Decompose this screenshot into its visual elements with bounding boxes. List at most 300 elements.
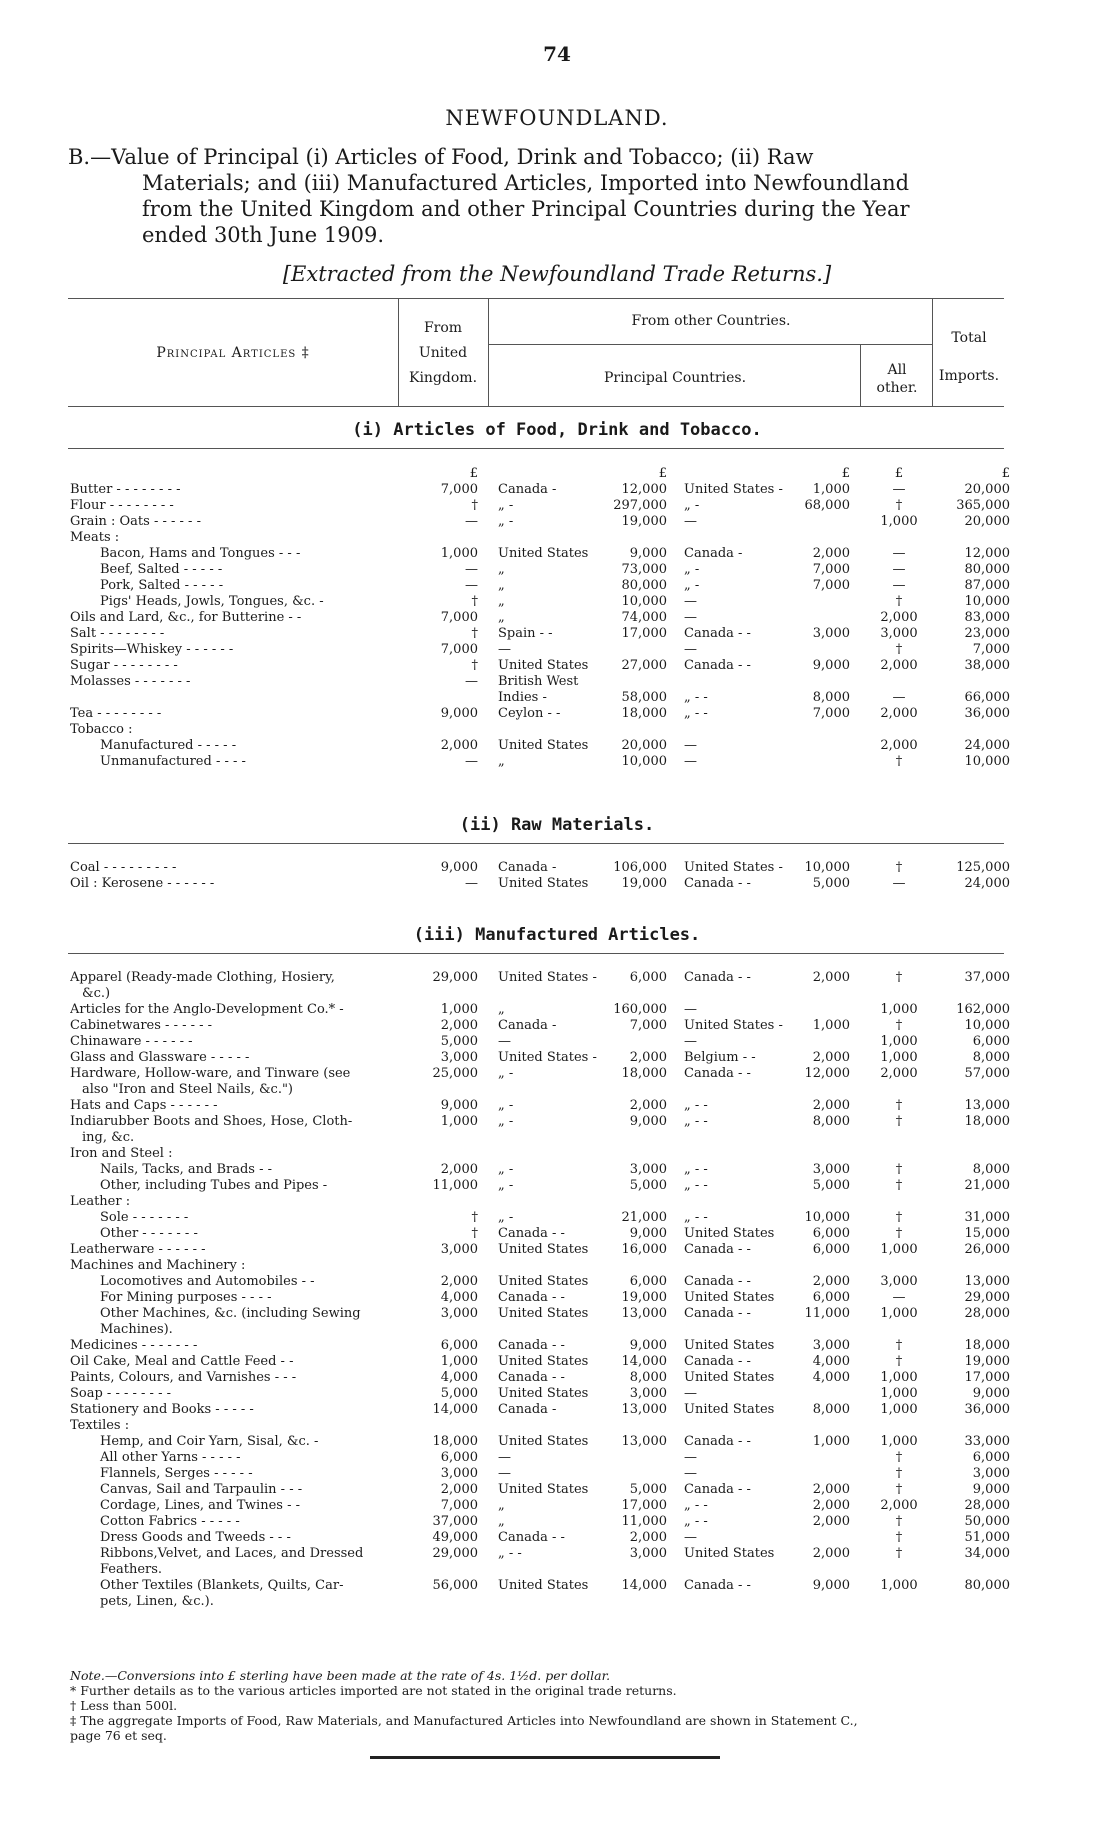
- table-row: [0, 738, 1114, 754]
- total-cell: 8,000: [972, 1162, 1010, 1177]
- country1-name-cell: United States: [498, 546, 589, 561]
- table-row: [0, 658, 1114, 674]
- country1-value-cell: 9,000: [629, 1226, 667, 1241]
- table-row: [0, 514, 1114, 530]
- country2-name-cell: —: [684, 642, 697, 657]
- article-cell: Bacon, Hams and Tongues - - -: [100, 546, 301, 561]
- section-rule: [68, 843, 1004, 844]
- country2-name-cell: United States: [684, 1402, 775, 1417]
- all-other-cell: 2,000: [880, 1498, 918, 1513]
- header-top-rule: [68, 298, 1004, 299]
- all-other-cell: 1,000: [880, 1306, 918, 1321]
- country1-name-cell: United States: [498, 738, 589, 753]
- table-row: [0, 1546, 1114, 1562]
- all-other-cell: 1,000: [880, 1578, 918, 1593]
- country2-name-cell: Canada - -: [684, 876, 751, 891]
- total-cell: 6,000: [972, 1034, 1010, 1049]
- article-cell: All other Yarns - - - - -: [100, 1450, 241, 1465]
- table-row: [0, 1242, 1114, 1258]
- country1-value-cell: 27,000: [621, 658, 667, 673]
- country2-name-cell: —: [684, 1386, 697, 1401]
- country1-name-cell: United States: [498, 1306, 589, 1321]
- table-row: [0, 1130, 1114, 1146]
- country2-value-cell: 7,000: [812, 706, 850, 721]
- country1-value-cell: 10,000: [621, 754, 667, 769]
- footnote: † Less than 500l.: [70, 1698, 178, 1713]
- table-row: [0, 1098, 1114, 1114]
- table-row: [0, 482, 1114, 498]
- country2-value-cell: 8,000: [812, 1114, 850, 1129]
- article-cell: Hemp, and Coir Yarn, Sisal, &c. -: [100, 1434, 319, 1449]
- table-row: [0, 1418, 1114, 1434]
- heading-line: from the United Kingdom and other Principal Countries during the Year: [142, 197, 910, 221]
- all-other-cell: 2,000: [880, 610, 918, 625]
- all-other-cell: †: [895, 1018, 903, 1033]
- section-rule: [68, 953, 1004, 954]
- article-cell: Pork, Salted - - - - -: [100, 578, 224, 593]
- table-row: [0, 674, 1114, 690]
- country2-name-cell: Canada - -: [684, 1578, 751, 1593]
- country1-value-cell: 3,000: [629, 1386, 667, 1401]
- total-cell: 12,000: [964, 546, 1010, 561]
- all-other-cell: †: [895, 642, 903, 657]
- country1-name-cell: „ -: [498, 1162, 514, 1177]
- country1-value-cell: 12,000: [621, 482, 667, 497]
- uk-value-cell: †: [471, 626, 478, 641]
- table-row: [0, 1578, 1114, 1594]
- country2-name-cell: —: [684, 1002, 697, 1017]
- heading-line: Materials; and (iii) Manufactured Articles, Imported into Newfoundland: [142, 171, 910, 195]
- uk-value-cell: 3,000: [440, 1306, 478, 1321]
- country1-value-cell: 297,000: [613, 498, 667, 513]
- uk-value-cell: 29,000: [432, 970, 478, 985]
- table-row: [0, 1370, 1114, 1386]
- table-row: [0, 1450, 1114, 1466]
- country1-name-cell: Canada - -: [498, 1290, 565, 1305]
- country2-value-cell: 2,000: [812, 1546, 850, 1561]
- article-cell: Oil : Kerosene - - - - - -: [70, 876, 215, 891]
- total-cell: 51,000: [964, 1530, 1010, 1545]
- page-subtitle: [Extracted from the Newfoundland Trade Returns.]: [282, 262, 832, 286]
- all-other-cell: —: [892, 578, 906, 593]
- article-cell: also "Iron and Steel Nails, &c."): [82, 1082, 293, 1097]
- total-cell: 13,000: [964, 1098, 1010, 1113]
- table-row: [0, 498, 1114, 514]
- article-cell: Butter - - - - - - - -: [70, 482, 181, 497]
- country1-value-cell: 17,000: [621, 1498, 667, 1513]
- all-other-cell: 1,000: [880, 1402, 918, 1417]
- uk-value-cell: 4,000: [440, 1290, 478, 1305]
- table-row: [0, 546, 1114, 562]
- country1-value-cell: 19,000: [621, 514, 667, 529]
- total-cell: 6,000: [972, 1450, 1010, 1465]
- country2-name-cell: United States: [684, 1290, 775, 1305]
- total-cell: 15,000: [964, 1226, 1010, 1241]
- all-other-cell: †: [895, 970, 903, 985]
- country2-value-cell: 4,000: [812, 1354, 850, 1369]
- country2-value-cell: 11,000: [804, 1306, 850, 1321]
- country2-name-cell: Canada - -: [684, 626, 751, 641]
- country1-name-cell: Canada - -: [498, 1338, 565, 1353]
- country1-name-cell: Canada -: [498, 1402, 557, 1417]
- total-cell: 28,000: [964, 1306, 1010, 1321]
- country2-name-cell: —: [684, 754, 697, 769]
- all-other-cell: †: [895, 1450, 903, 1465]
- article-cell: Hardware, Hollow-ware, and Tinware (see: [70, 1066, 351, 1081]
- country1-name-cell: —: [498, 1034, 511, 1049]
- total-cell: 162,000: [956, 1002, 1010, 1017]
- country2-name-cell: —: [684, 1466, 697, 1481]
- section-title: (i) Articles of Food, Drink and Tobacco.: [352, 420, 762, 440]
- uk-value-cell: †: [471, 1210, 478, 1225]
- country2-name-cell: Canada - -: [684, 1434, 751, 1449]
- all-other-cell: †: [895, 594, 903, 609]
- country2-name-cell: „ - -: [684, 706, 708, 721]
- country1-value-cell: 19,000: [621, 1290, 667, 1305]
- table-row: [0, 1146, 1114, 1162]
- table-row: [0, 860, 1114, 876]
- total-cell: 38,000: [964, 658, 1010, 673]
- country2-name-cell: United States: [684, 1546, 775, 1561]
- country2-name-cell: Canada - -: [684, 970, 751, 985]
- all-other-cell: 1,000: [880, 514, 918, 529]
- article-cell: Leatherware - - - - - -: [70, 1242, 206, 1257]
- country1-value-cell: 7,000: [629, 1018, 667, 1033]
- table-row: [0, 578, 1114, 594]
- uk-value-cell: 3,000: [440, 1050, 478, 1065]
- total-cell: 33,000: [964, 1434, 1010, 1449]
- total-cell: 36,000: [964, 706, 1010, 721]
- all-other-cell: 1,000: [880, 1050, 918, 1065]
- all-other-cell: 2,000: [880, 1066, 918, 1081]
- total-cell: 9,000: [972, 1386, 1010, 1401]
- header-all-other-1: All: [887, 362, 907, 378]
- country1-name-cell: United States: [498, 1434, 589, 1449]
- all-other-cell: †: [895, 1162, 903, 1177]
- total-cell: 10,000: [964, 754, 1010, 769]
- country2-value-cell: 2,000: [812, 1498, 850, 1513]
- uk-value-cell: 1,000: [440, 1002, 478, 1017]
- article-cell: Feathers.: [100, 1562, 163, 1577]
- country1-value-cell: 6,000: [629, 970, 667, 985]
- all-other-cell: †: [895, 1210, 903, 1225]
- header-from-uk-1: From: [423, 320, 463, 336]
- country2-name-cell: Canada -: [684, 546, 743, 561]
- uk-value-cell: 2,000: [440, 738, 478, 753]
- country1-name-cell: „: [498, 1514, 505, 1529]
- country1-value-cell: 9,000: [629, 546, 667, 561]
- country1-name-cell: „ -: [498, 1066, 514, 1081]
- country1-name-cell: „: [498, 1002, 505, 1017]
- country1-name-cell: United States: [498, 1242, 589, 1257]
- section-raw-rows: [0, 860, 1114, 892]
- header-bottom-rule: [68, 406, 1004, 407]
- country1-value-cell: 58,000: [621, 690, 667, 705]
- all-other-cell: 1,000: [880, 1242, 918, 1257]
- country1-value-cell: 2,000: [629, 1530, 667, 1545]
- all-other-cell: 1,000: [880, 1034, 918, 1049]
- table-row: [0, 1018, 1114, 1034]
- page-heading: [68, 144, 1018, 248]
- total-cell: 80,000: [964, 562, 1010, 577]
- article-cell: Oil Cake, Meal and Cattle Feed - -: [70, 1354, 294, 1369]
- header-divider: [860, 344, 861, 406]
- country2-value-cell: 2,000: [812, 1274, 850, 1289]
- country2-name-cell: —: [684, 1034, 697, 1049]
- table-row: [0, 642, 1114, 658]
- heading-line: B.—Value of Principal (i) Articles of Food, Drink and Tobacco; (ii) Raw: [68, 145, 814, 169]
- table-row: [0, 1258, 1114, 1274]
- country1-value-cell: £: [658, 466, 667, 481]
- article-cell: Spirits—Whiskey - - - - - -: [70, 642, 234, 657]
- country1-value-cell: 11,000: [621, 1514, 667, 1529]
- country1-name-cell: Canada - -: [498, 1226, 565, 1241]
- table-row: [0, 1162, 1114, 1178]
- uk-value-cell: 3,000: [440, 1242, 478, 1257]
- country1-value-cell: 20,000: [621, 738, 667, 753]
- table-row: [0, 1514, 1114, 1530]
- country2-name-cell: „ - -: [684, 1178, 708, 1193]
- uk-value-cell: 2,000: [440, 1482, 478, 1497]
- page-number: 74: [543, 42, 571, 66]
- country2-value-cell: 2,000: [812, 1514, 850, 1529]
- country1-name-cell: Canada -: [498, 1018, 557, 1033]
- country1-name-cell: „ - -: [498, 1546, 522, 1561]
- country2-name-cell: United States -: [684, 482, 783, 497]
- article-cell: Oils and Lard, &c., for Butterine - -: [70, 610, 302, 625]
- all-other-cell: 1,000: [880, 1370, 918, 1385]
- article-cell: Indiarubber Boots and Shoes, Hose, Cloth-: [70, 1114, 353, 1129]
- uk-value-cell: —: [465, 578, 478, 593]
- country1-value-cell: 6,000: [629, 1274, 667, 1289]
- country2-value-cell: 8,000: [812, 690, 850, 705]
- country2-value-cell: 3,000: [812, 1162, 850, 1177]
- total-cell: 23,000: [964, 626, 1010, 641]
- country1-value-cell: 2,000: [629, 1050, 667, 1065]
- country2-name-cell: Belgium - -: [684, 1050, 756, 1065]
- article-cell: Cordage, Lines, and Twines - -: [100, 1498, 300, 1513]
- country1-name-cell: „ -: [498, 1178, 514, 1193]
- table-row: [0, 1386, 1114, 1402]
- all-other-cell: £: [894, 466, 904, 481]
- country2-value-cell: 68,000: [804, 498, 850, 513]
- article-cell: Grain : Oats - - - - - -: [70, 514, 201, 529]
- article-cell: Other, including Tubes and Pipes -: [100, 1178, 328, 1193]
- country1-value-cell: 3,000: [629, 1162, 667, 1177]
- table-row: [0, 722, 1114, 738]
- country2-value-cell: 6,000: [812, 1242, 850, 1257]
- table-row: [0, 594, 1114, 610]
- table-row: [0, 1194, 1114, 1210]
- article-cell: Apparel (Ready-made Clothing, Hosiery,: [70, 970, 335, 985]
- table-row: [0, 1178, 1114, 1194]
- country2-name-cell: —: [684, 1530, 697, 1545]
- country1-name-cell: „: [498, 578, 505, 593]
- country2-value-cell: 2,000: [812, 970, 850, 985]
- country1-value-cell: 17,000: [621, 626, 667, 641]
- article-cell: Tobacco :: [70, 722, 133, 737]
- uk-value-cell: 6,000: [440, 1338, 478, 1353]
- table-row: [0, 1482, 1114, 1498]
- uk-value-cell: †: [471, 594, 478, 609]
- country2-name-cell: Canada - -: [684, 1274, 751, 1289]
- country1-value-cell: 14,000: [621, 1578, 667, 1593]
- all-other-cell: —: [892, 546, 906, 561]
- header-principal-articles: Principal Articles ‡: [156, 345, 310, 361]
- table-row: [0, 1114, 1114, 1130]
- article-cell: Locomotives and Automobiles - -: [100, 1274, 315, 1289]
- article-cell: Machines and Machinery :: [70, 1258, 246, 1273]
- table-row: [0, 626, 1114, 642]
- uk-value-cell: 9,000: [440, 706, 478, 721]
- country1-value-cell: 16,000: [621, 1242, 667, 1257]
- total-cell: 57,000: [964, 1066, 1010, 1081]
- total-cell: £: [1001, 466, 1010, 481]
- article-cell: Flannels, Serges - - - - -: [100, 1466, 253, 1481]
- uk-value-cell: 14,000: [432, 1402, 478, 1417]
- all-other-cell: †: [895, 1354, 903, 1369]
- country1-value-cell: 14,000: [621, 1354, 667, 1369]
- table-row: [0, 754, 1114, 770]
- article-cell: Flour - - - - - - - -: [70, 498, 174, 513]
- country1-value-cell: 3,000: [629, 1546, 667, 1561]
- total-cell: 20,000: [964, 514, 1010, 529]
- uk-value-cell: 25,000: [432, 1066, 478, 1081]
- all-other-cell: †: [895, 1226, 903, 1241]
- country2-name-cell: „ - -: [684, 1114, 708, 1129]
- all-other-cell: †: [895, 498, 903, 513]
- table-row: [0, 1562, 1114, 1578]
- country2-value-cell: 2,000: [812, 1098, 850, 1113]
- article-cell: Glass and Glassware - - - - -: [70, 1050, 250, 1065]
- table-row: [0, 1594, 1114, 1610]
- total-cell: 26,000: [964, 1242, 1010, 1257]
- all-other-cell: †: [895, 1114, 903, 1129]
- uk-value-cell: 9,000: [440, 860, 478, 875]
- country1-name-cell: „: [498, 610, 505, 625]
- country1-value-cell: 74,000: [621, 610, 667, 625]
- country2-value-cell: 2,000: [812, 1050, 850, 1065]
- total-cell: 18,000: [964, 1114, 1010, 1129]
- article-cell: Sole - - - - - - -: [100, 1210, 189, 1225]
- all-other-cell: 1,000: [880, 1002, 918, 1017]
- section-rule: [68, 448, 1004, 449]
- header-principal-countries: Principal Countries.: [603, 370, 747, 386]
- country2-name-cell: „ -: [684, 578, 700, 593]
- page-country-title: NEWFOUNDLAND.: [445, 106, 669, 130]
- header-total-1: Total: [951, 330, 987, 346]
- country2-name-cell: „ - -: [684, 1498, 708, 1513]
- total-cell: 125,000: [956, 860, 1010, 875]
- table-row: [0, 1002, 1114, 1018]
- article-cell: Ribbons,Velvet, and Laces, and Dressed: [100, 1546, 364, 1561]
- all-other-cell: †: [895, 1338, 903, 1353]
- country2-value-cell: 6,000: [812, 1290, 850, 1305]
- total-cell: 10,000: [964, 1018, 1010, 1033]
- country1-name-cell: United States -: [498, 970, 597, 985]
- country1-value-cell: 8,000: [629, 1370, 667, 1385]
- country2-value-cell: 7,000: [812, 578, 850, 593]
- uk-value-cell: —: [465, 514, 478, 529]
- country1-value-cell: 13,000: [621, 1402, 667, 1417]
- uk-value-cell: 7,000: [440, 642, 478, 657]
- total-cell: 29,000: [964, 1290, 1010, 1305]
- article-cell: Cabinetwares - - - - - -: [70, 1018, 213, 1033]
- all-other-cell: †: [895, 754, 903, 769]
- uk-value-cell: 4,000: [440, 1370, 478, 1385]
- article-cell: Tea - - - - - - - -: [70, 706, 162, 721]
- country1-name-cell: „ -: [498, 514, 514, 529]
- article-cell: Hats and Caps - - - - - -: [70, 1098, 218, 1113]
- country1-name-cell: United States: [498, 1482, 589, 1497]
- total-cell: 80,000: [964, 1578, 1010, 1593]
- total-cell: 24,000: [964, 738, 1010, 753]
- uk-value-cell: †: [471, 498, 478, 513]
- country2-value-cell: 6,000: [812, 1226, 850, 1241]
- total-cell: 31,000: [964, 1210, 1010, 1225]
- table-row: [0, 530, 1114, 546]
- uk-value-cell: 2,000: [440, 1018, 478, 1033]
- table-row: [0, 1498, 1114, 1514]
- footnote: Note.—Conversions into £ sterling have been made at the rate of 4s. 1½d. per dollar.: [70, 1668, 611, 1683]
- country1-value-cell: 21,000: [621, 1210, 667, 1225]
- total-cell: 50,000: [964, 1514, 1010, 1529]
- uk-value-cell: 3,000: [440, 1466, 478, 1481]
- total-cell: 8,000: [972, 1050, 1010, 1065]
- country1-name-cell: —: [498, 1466, 511, 1481]
- article-cell: Other Machines, &c. (including Sewing: [100, 1306, 361, 1321]
- country2-name-cell: Canada - -: [684, 1066, 751, 1081]
- all-other-cell: 3,000: [880, 626, 918, 641]
- table-row: [0, 1434, 1114, 1450]
- total-cell: 17,000: [964, 1370, 1010, 1385]
- country1-value-cell: 9,000: [629, 1338, 667, 1353]
- table-row: [0, 1082, 1114, 1098]
- table-row: [0, 1354, 1114, 1370]
- article-cell: pets, Linen, &c.).: [100, 1594, 214, 1609]
- total-cell: 24,000: [964, 876, 1010, 891]
- country1-name-cell: United States -: [498, 1050, 597, 1065]
- header-total-2: Imports.: [938, 368, 1000, 384]
- country2-name-cell: United States -: [684, 1018, 783, 1033]
- country2-name-cell: United States: [684, 1226, 775, 1241]
- all-other-cell: †: [895, 1514, 903, 1529]
- country2-value-cell: 4,000: [812, 1370, 850, 1385]
- country1-name-cell: „: [498, 1498, 505, 1513]
- total-cell: 3,000: [972, 1466, 1010, 1481]
- uk-value-cell: 7,000: [440, 1498, 478, 1513]
- article-cell: Medicines - - - - - - -: [70, 1338, 198, 1353]
- table-row: [0, 690, 1114, 706]
- country1-name-cell: Canada - -: [498, 1530, 565, 1545]
- section-manufactured-rows: [0, 970, 1114, 1610]
- total-cell: 19,000: [964, 1354, 1010, 1369]
- article-cell: Iron and Steel :: [70, 1146, 173, 1161]
- country1-name-cell: United States: [498, 876, 589, 891]
- article-cell: Paints, Colours, and Varnishes - - -: [70, 1370, 297, 1385]
- section-food-rows: [0, 466, 1114, 770]
- all-other-cell: 2,000: [880, 706, 918, 721]
- country2-value-cell: 10,000: [804, 1210, 850, 1225]
- header-divider: [398, 298, 399, 406]
- total-cell: 365,000: [956, 498, 1010, 513]
- uk-value-cell: —: [465, 754, 478, 769]
- country2-name-cell: „ - -: [684, 1210, 708, 1225]
- country1-name-cell: „: [498, 562, 505, 577]
- all-other-cell: —: [892, 876, 906, 891]
- article-cell: Canvas, Sail and Tarpaulin - - -: [100, 1482, 303, 1497]
- header-mid-rule: [488, 344, 932, 345]
